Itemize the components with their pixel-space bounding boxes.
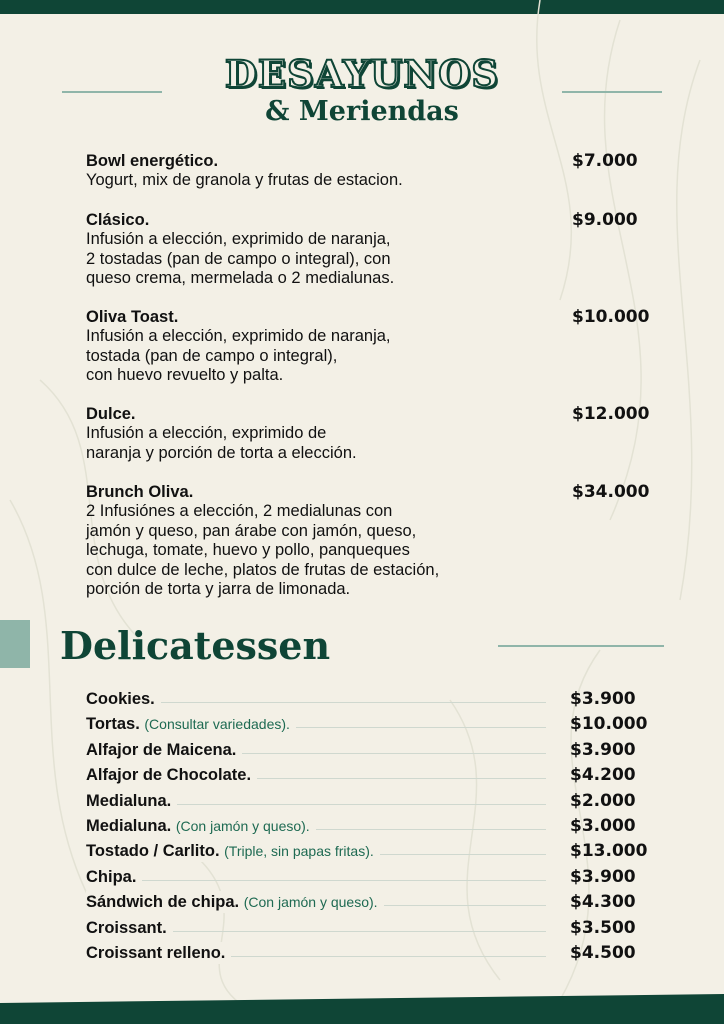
- item-price: $34.000: [572, 482, 650, 502]
- deli-item-label: Medialuna.: [86, 791, 172, 810]
- item-price: $10.000: [572, 307, 650, 327]
- deli-item-label: Tortas.: [86, 715, 140, 734]
- deli-item-price: $2.000: [570, 790, 636, 811]
- menu-item: [86, 210, 646, 289]
- deli-item-label: Cookies.: [86, 690, 155, 708]
- deli-item-price: $3.500: [570, 917, 636, 938]
- deli-item-note: (Triple, sin papas fritas).: [224, 843, 374, 860]
- deli-item-note: (Consultar variedades).: [144, 716, 290, 733]
- deli-item-note: (Con jamón y queso).: [175, 818, 310, 834]
- deli-item-label: Croissant.: [86, 918, 167, 937]
- item-desc-line: con dulce de leche, platos de frutas de estación,: [86, 560, 440, 579]
- deli-item-label: Alfajor de Maicena.: [86, 740, 237, 759]
- item-desc-line: naranja y porción de torta a elección.: [86, 443, 357, 462]
- delicatessen-row: [86, 917, 646, 942]
- item-name: Oliva Toast.: [86, 308, 179, 326]
- section-title: DESAYUNOS: [224, 52, 500, 96]
- item-desc-line: tostada (pan de campo o integral),: [86, 346, 338, 365]
- deli-item-name: [86, 942, 231, 964]
- deli-item-price: $3.000: [570, 816, 636, 836]
- delicatessen-row: [86, 790, 646, 815]
- top-band: [0, 0, 724, 14]
- item-desc-line: con huevo revuelto y palta.: [86, 366, 284, 384]
- item-name: Dulce.: [86, 405, 136, 423]
- deli-item-name: [86, 815, 316, 837]
- deli-item-name: [86, 790, 177, 812]
- deli-item-label: Croissant relleno.: [86, 944, 226, 962]
- section-subtitle: & Meriendas: [265, 96, 459, 127]
- deli-item-name: [86, 764, 257, 786]
- item-desc-line: lechuga, tomate, huevo y pollo, panqueques: [86, 541, 410, 559]
- deli-item-label: Sándwich de chipa.: [86, 893, 240, 912]
- deli-item-price: $3.900: [570, 689, 636, 709]
- item-name: Clásico.: [86, 211, 150, 229]
- deli-item-price: $10.000: [570, 714, 648, 735]
- deli-item-name: [86, 713, 296, 735]
- deli-item-name: [86, 866, 142, 888]
- item-desc-line: 2 tostadas (pan de campo o integral), con: [86, 249, 391, 268]
- deli-item-price: $3.900: [570, 739, 636, 760]
- item-price: $9.000: [572, 210, 638, 230]
- deli-item-price: $13.000: [570, 841, 648, 862]
- deli-item-name: [86, 917, 173, 939]
- deli-item-price: $4.300: [570, 892, 636, 913]
- item-desc-line: jamón y queso, pan árabe con jamón, queso,: [86, 521, 417, 540]
- deli-item-name: [86, 891, 384, 913]
- deli-item-note: (Con jamón y queso).: [243, 894, 378, 911]
- deli-item-label: Medialuna.: [86, 817, 172, 835]
- deli-item-name: [86, 739, 242, 761]
- menu-item: [86, 482, 646, 600]
- item-desc-line: Yogurt, mix de granola y frutas de estacion.: [86, 171, 403, 189]
- deli-item-label: Alfajor de Chocolate.: [86, 766, 252, 785]
- bottom-band: [0, 994, 724, 1024]
- delicatessen-row: [86, 942, 646, 967]
- item-desc-line: Infusión a elección, exprimido de naranja,: [86, 327, 391, 345]
- item-desc-line: queso crema, mermelada o 2 medialunas.: [86, 269, 395, 287]
- delicatessen-rule: [498, 645, 664, 647]
- leader-line: [86, 880, 546, 881]
- section-tab-marker: [0, 620, 30, 668]
- deli-item-label: Chipa.: [86, 867, 137, 886]
- deli-item-price: $4.200: [570, 765, 636, 786]
- item-desc-line: Infusión a elección, exprimido de naranja,: [86, 230, 391, 248]
- delicatessen-row: [86, 891, 646, 916]
- deli-item-price: $4.500: [570, 943, 636, 963]
- delicatessen-row: [86, 815, 646, 840]
- delicatessen-row: [86, 764, 646, 789]
- item-desc-line: Infusión a elección, exprimido de: [86, 424, 327, 442]
- item-price: $12.000: [572, 404, 650, 424]
- delicatessen-row: [86, 739, 646, 764]
- menu-item: [86, 151, 646, 191]
- delicatessen-row: [86, 866, 646, 891]
- delicatessen-row: [86, 840, 646, 865]
- item-price: $7.000: [572, 151, 638, 171]
- delicatessen-row: [86, 688, 646, 713]
- deli-item-name: [86, 840, 380, 862]
- deli-item-price: $3.900: [570, 866, 636, 887]
- deli-item-label: Tostado / Carlito.: [86, 842, 220, 861]
- menu-item: [86, 307, 646, 386]
- delicatessen-title: Delicatessen: [60, 623, 331, 668]
- item-name: Bowl energético.: [86, 152, 219, 170]
- delicatessen-row: [86, 713, 646, 738]
- item-desc-line: porción de torta y jarra de limonada.: [86, 580, 351, 598]
- item-name: Brunch Oliva.: [86, 483, 194, 501]
- menu-item: [86, 404, 646, 463]
- deli-item-name: [86, 688, 161, 710]
- item-desc-line: 2 Infusiónes a elección, 2 medialunas con: [86, 502, 393, 520]
